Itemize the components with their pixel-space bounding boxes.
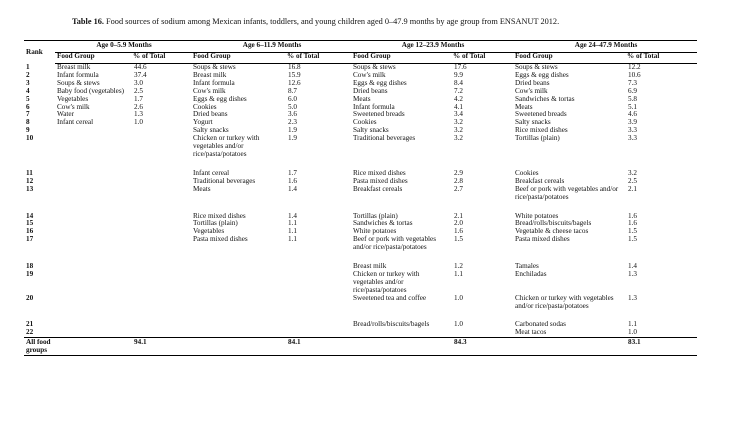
pct-cell: 1.5 (454, 235, 463, 244)
pct-total-header: % of Total (451, 53, 513, 64)
rank-cell: 3 (26, 78, 30, 87)
pct-cell: 12.6 (288, 78, 301, 87)
caption-label: Table 16. (72, 17, 104, 26)
pct-cell: 1.9 (288, 126, 297, 135)
caption-text: Food sources of sodium among Mexican infants, toddlers, and young children aged 0–47.9 months by age group from ENSANUT 2012. (106, 17, 560, 26)
table-row (24, 236, 697, 252)
rank-header: Rank (24, 41, 55, 64)
food-group-cell: Infant cereal (57, 118, 94, 127)
food-group-cell: Dried beans (353, 86, 388, 95)
food-group-cell: Cow's milk (57, 102, 90, 111)
food-group-cell (351, 329, 451, 337)
pct-cell (131, 252, 191, 271)
food-group-cell (55, 228, 131, 236)
rank-cell: 6 (26, 102, 30, 111)
pct-cell: 1.3 (628, 269, 637, 278)
food-group-cell: Traditional beverages (193, 176, 256, 185)
food-group-header: Food Group (191, 53, 285, 64)
rank-cell: 15 (26, 219, 34, 228)
rank-cell: 13 (26, 184, 34, 193)
pct-cell: 1.0 (134, 118, 143, 127)
food-group-cell: Breakfast cereals (353, 184, 403, 193)
pct-cell: 7.2 (454, 86, 463, 95)
food-group-cell: Soups & stews (353, 63, 396, 71)
pct-cell: 1.3 (134, 110, 143, 119)
food-group-cell: Soups & stews (193, 63, 236, 71)
age-group-header-1: Age 0–5.9 Months (55, 41, 191, 53)
pct-cell: 1.1 (454, 269, 463, 278)
pct-cell: 1.0 (454, 293, 463, 302)
food-group-cell: Sandwiches & tortas (353, 219, 413, 228)
pct-cell: 1.1 (288, 227, 297, 236)
pct-cell (131, 228, 191, 236)
food-group-cell: Cow's milk (353, 70, 386, 79)
table-row (24, 329, 697, 337)
pct-cell: 3.2 (628, 168, 637, 177)
food-group-cell: Baby food (vegetables) (57, 86, 125, 95)
pct-cell: 2.5 (134, 86, 143, 95)
food-group-cell: Meats (515, 102, 533, 111)
pct-cell: 3.3 (628, 126, 637, 135)
pct-cell (131, 127, 191, 135)
food-group-cell: Salty snacks (515, 118, 551, 127)
pct-cell: 2.3 (288, 118, 297, 127)
food-group-cell: Bread/rolls/biscuits/bagels (515, 219, 592, 228)
table-caption (72, 17, 712, 27)
food-group-cell: Dried beans (515, 78, 550, 87)
food-group-cell (55, 329, 131, 337)
pct-total-header: % of Total (625, 53, 697, 64)
food-group-cell (191, 295, 285, 311)
rank-cell: 12 (26, 176, 34, 185)
pct-cell (131, 202, 191, 221)
rank-cell: 7 (26, 110, 30, 119)
pct-cell: 2.5 (628, 176, 637, 185)
pct-cell: 2.1 (628, 184, 637, 193)
pct-cell: 5.8 (628, 94, 637, 103)
food-group-cell: Infant formula (353, 102, 395, 111)
food-group-cell (55, 202, 131, 221)
food-group-cell: Salty snacks (353, 126, 389, 135)
pct-cell (131, 220, 191, 228)
food-group-cell (55, 186, 131, 202)
food-group-cell: Soups & stews (515, 63, 558, 71)
food-group-cell: Rice mixed dishes (515, 126, 568, 135)
food-group-cell: Cookies (515, 168, 539, 177)
age-group-header-2: Age 6–11.9 Months (191, 41, 351, 53)
pct-cell (285, 295, 351, 311)
food-group-cell: Salty snacks (193, 126, 229, 135)
rank-cell: 21 (26, 320, 34, 329)
food-group-cell: Eggs & egg dishes (353, 78, 407, 87)
pct-cell: 1.5 (628, 227, 637, 236)
pct-cell: 12.2 (628, 63, 641, 71)
food-group-cell (191, 329, 285, 337)
food-group-cell: Sweetened breads (515, 110, 567, 119)
pct-cell: 1.0 (454, 320, 463, 329)
table-body (24, 64, 697, 338)
food-group-cell (55, 159, 131, 178)
food-group-cell: White potatoes (515, 211, 559, 220)
pct-cell: 1.1 (628, 320, 637, 329)
food-group-cell: Chicken or turkey with vegetables and/or rice/pasta/potatoes (193, 134, 260, 158)
food-group-cell: Breast milk (353, 262, 387, 271)
pct-cell: 1.0 (628, 328, 637, 337)
pct-cell: 6.0 (288, 94, 297, 103)
age-group-header-4: Age 24–47.9 Months (513, 41, 697, 53)
food-group-cell (55, 310, 131, 329)
pct-cell: 2.9 (454, 168, 463, 177)
food-group-cell: Breakfast cereals (515, 176, 565, 185)
food-group-cell (55, 135, 131, 159)
rank-cell: 18 (26, 262, 34, 271)
pct-cell: 1.4 (628, 262, 637, 271)
pct-cell: 1.6 (288, 176, 297, 185)
table-row (24, 186, 697, 202)
food-group-cell (191, 310, 285, 329)
pct-cell: 3.6 (288, 110, 297, 119)
food-group-cell (55, 295, 131, 311)
pct-cell: 15.9 (288, 70, 301, 79)
pct-total-header: % of Total (131, 53, 191, 64)
food-group-cell (55, 236, 131, 252)
rank-cell: 9 (26, 126, 30, 135)
food-group-cell: Sandwiches & tortas (515, 94, 575, 103)
food-group-cell: Tortillas (plain) (515, 134, 560, 143)
table-row (24, 202, 697, 221)
rank-cell: 19 (26, 269, 34, 278)
food-group-cell: Breast milk (193, 70, 227, 79)
rank-cell: 16 (26, 227, 34, 236)
pct-cell: 1.1 (288, 219, 297, 228)
pct-cell (285, 271, 351, 295)
pct-cell: 1.6 (454, 227, 463, 236)
pct-cell: 2.1 (454, 211, 463, 220)
pct-cell: 1.9 (288, 134, 297, 143)
food-group-cell: Meats (193, 184, 211, 193)
food-group-cell (191, 271, 285, 295)
food-group-cell: Cookies (353, 118, 377, 127)
food-group-cell: Yogurt (193, 118, 213, 127)
food-group-cell: Infant formula (57, 70, 99, 79)
pct-cell: 8.7 (288, 86, 297, 95)
pct-cell (285, 252, 351, 271)
food-group-cell: Eggs & egg dishes (193, 94, 247, 103)
pct-cell: 3.3 (628, 134, 637, 143)
pct-cell (285, 310, 351, 329)
food-group-cell: Traditional beverages (353, 134, 416, 143)
total-value: 94.1 (131, 338, 191, 356)
food-group-header: Food Group (513, 53, 625, 64)
rank-cell: 14 (26, 211, 34, 220)
pct-cell (131, 159, 191, 178)
food-group-cell: Cow's milk (193, 86, 226, 95)
pct-cell (131, 236, 191, 252)
rank-cell: 4 (26, 86, 30, 95)
pct-cell: 3.4 (454, 110, 463, 119)
rank-cell: 8 (26, 118, 30, 127)
pct-cell (131, 135, 191, 159)
pct-cell: 1.4 (288, 184, 297, 193)
food-group-cell: Infant cereal (193, 168, 230, 177)
pct-cell: 1.7 (288, 168, 297, 177)
pct-cell: 1.3 (628, 293, 637, 302)
rank-cell: 2 (26, 70, 30, 79)
pct-cell (131, 178, 191, 186)
food-group-cell: Carbonated sodas (515, 320, 566, 329)
food-group-cell: Sweetened tea and coffee (353, 293, 427, 302)
pct-cell: 9.9 (454, 70, 463, 79)
pct-cell (131, 271, 191, 295)
pct-cell: 1.2 (454, 262, 463, 271)
food-group-cell: Beef or pork with vegetables and/or rice/pasta/potatoes (515, 184, 619, 201)
pct-cell: 8.4 (454, 78, 463, 87)
pct-cell: 6.9 (628, 86, 637, 95)
food-group-cell: Rice mixed dishes (193, 211, 246, 220)
pct-cell: 5.1 (628, 102, 637, 111)
pct-cell (131, 310, 191, 329)
food-group-cell: Dried beans (193, 110, 228, 119)
pct-cell: 3.2 (454, 126, 463, 135)
table-row (24, 295, 697, 311)
pct-cell (131, 186, 191, 202)
pct-cell: 3.9 (628, 118, 637, 127)
pct-cell: 1.4 (288, 211, 297, 220)
food-group-cell: Tortillas (plain) (193, 219, 238, 228)
food-group-cell: Water (57, 110, 74, 119)
pct-cell: 1.7 (134, 94, 143, 103)
food-group-cell (55, 178, 131, 186)
pct-cell: 1.1 (288, 235, 297, 244)
food-group-cell: Chicken or turkey with vegetables and/or rice/pasta/potatoes (353, 269, 420, 294)
food-group-cell (191, 252, 285, 271)
age-group-header-3: Age 12–23.9 Months (351, 41, 513, 53)
pct-cell: 2.0 (454, 219, 463, 228)
food-group-cell: Pasta mixed dishes (353, 176, 408, 185)
pct-cell: 3.2 (454, 118, 463, 127)
food-group-header: Food Group (55, 53, 131, 64)
food-group-cell: Vegetable & cheese tacos (515, 227, 589, 236)
total-label: All food groups (24, 338, 55, 356)
pct-cell: 2.8 (454, 176, 463, 185)
food-group-cell: Rice mixed dishes (353, 168, 406, 177)
pct-cell: 7.3 (628, 78, 637, 87)
pct-cell (285, 329, 351, 337)
pct-cell: 10.6 (628, 70, 641, 79)
food-group-cell: Tamales (515, 262, 539, 271)
rank-cell: 20 (26, 293, 34, 302)
food-group-cell: White potatoes (353, 227, 397, 236)
food-group-cell: Soups & stews (57, 78, 100, 87)
pct-cell: 1.6 (628, 211, 637, 220)
rank-cell: 5 (26, 94, 30, 103)
table-row (24, 310, 697, 329)
food-group-cell: Meat tacos (515, 328, 547, 337)
food-group-cell: Enchiladas (515, 269, 547, 278)
pct-total-header: % of Total (285, 53, 351, 64)
pct-cell: 16.8 (288, 63, 301, 71)
food-group-cell: Cookies (193, 102, 217, 111)
rank-cell: 17 (26, 235, 34, 244)
pct-cell: 17.6 (454, 63, 467, 71)
food-group-header: Food Group (351, 53, 451, 64)
food-group-cell: Infant formula (193, 78, 235, 87)
food-group-cell: Breast milk (57, 63, 91, 71)
pct-cell (451, 329, 513, 337)
sodium-sources-table (24, 40, 697, 356)
food-group-cell: Pasta mixed dishes (193, 235, 248, 244)
pct-cell: 1.5 (628, 235, 637, 244)
pct-cell: 4.6 (628, 110, 637, 119)
food-group-cell: Vegetables (57, 94, 89, 103)
rank-cell: 11 (26, 168, 33, 177)
food-group-cell: Vegetables (193, 227, 225, 236)
total-value: 84.3 (451, 338, 513, 356)
food-group-cell: Cow's milk (515, 86, 548, 95)
rank-cell: 10 (26, 134, 34, 143)
food-group-cell: Beef or pork with vegetables and/or rice/pasta/potatoes (353, 235, 437, 252)
pct-cell: 2.6 (134, 102, 143, 111)
food-group-cell: Meats (353, 94, 371, 103)
table-row (24, 135, 697, 159)
pct-cell: 2.7 (454, 184, 463, 193)
pct-cell (131, 329, 191, 337)
table-row (24, 252, 697, 271)
pct-cell: 1.6 (628, 219, 637, 228)
total-row (24, 338, 697, 356)
food-group-cell: Bread/rolls/biscuits/bagels (353, 320, 430, 329)
pct-cell: 3.2 (454, 134, 463, 143)
pct-cell: 4.1 (454, 102, 463, 111)
food-group-cell (55, 252, 131, 271)
pct-cell: 5.0 (288, 102, 297, 111)
food-group-cell: Chicken or turkey with vegetables and/or rice/pasta/potatoes (515, 293, 614, 310)
pct-cell (131, 295, 191, 311)
pct-cell: 44.6 (134, 63, 147, 71)
rank-cell: 22 (26, 328, 34, 337)
total-value: 84.1 (285, 338, 351, 356)
pct-cell: 37.4 (134, 70, 147, 79)
food-group-cell: Tortillas (plain) (353, 211, 398, 220)
food-group-cell (55, 127, 131, 135)
food-group-cell: Sweetened breads (353, 110, 405, 119)
table-row (24, 271, 697, 295)
food-group-cell (55, 271, 131, 295)
food-group-cell: Eggs & egg dishes (515, 70, 569, 79)
food-group-cell: Pasta mixed dishes (515, 235, 570, 244)
pct-cell: 4.2 (454, 94, 463, 103)
food-group-cell (55, 220, 131, 228)
table-row (24, 159, 697, 178)
total-value: 83.1 (625, 338, 697, 356)
rank-cell: 1 (26, 62, 30, 71)
pct-cell: 3.0 (134, 78, 143, 87)
